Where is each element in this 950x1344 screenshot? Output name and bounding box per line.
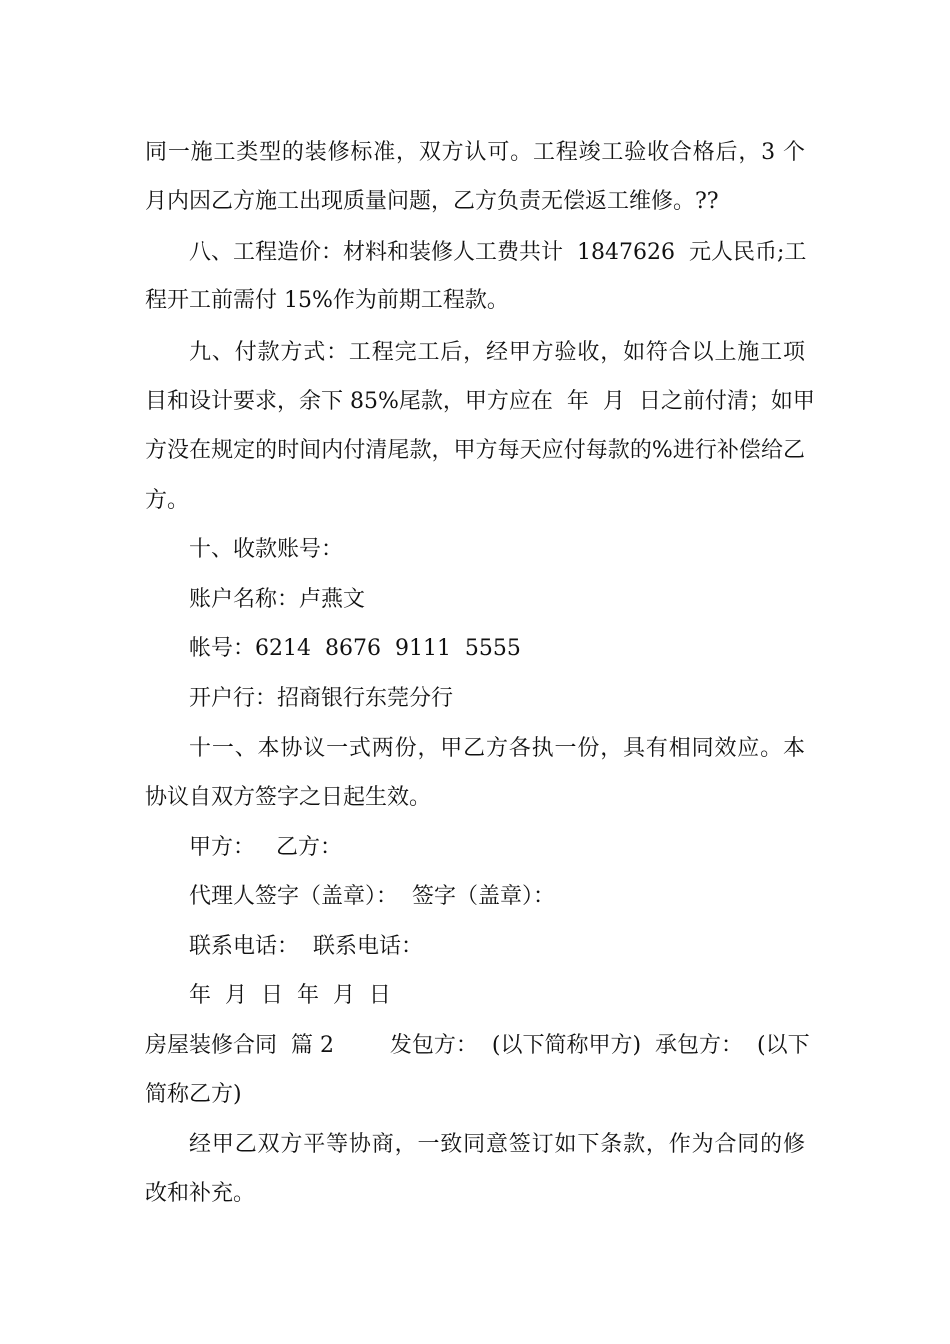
- text-line-4: 程开工前需付 15%作为前期工程款。: [145, 288, 509, 313]
- text-line-5: 九、付款方式：工程完工后，经甲方验收，如符合以上施工项: [189, 340, 805, 365]
- text-line-12: 开户行：招商银行东莞分行: [189, 686, 454, 711]
- text-line-2: 月内因乙方施工出现质量问题，乙方负责无偿返工维修。??: [145, 189, 719, 214]
- text-line-22: 改和补充。: [145, 1181, 256, 1206]
- text-line-9: 十、收款账号：: [189, 537, 344, 562]
- text-line-8: 方。: [145, 488, 190, 513]
- text-line-17: 联系电话： 联系电话：: [189, 934, 423, 959]
- text-line-21: 经甲乙双方平等协商，一致同意签订如下条款，作为合同的修: [189, 1132, 805, 1157]
- text-line-15: 甲方： 乙方：: [189, 835, 342, 860]
- text-line-1: 同一施工类型的装修标准，双方认可。工程竣工验收合格后，3 个: [145, 140, 805, 165]
- text-line-3: 八、工程造价：材料和装修人工费共计 1847626 元人民币;工: [189, 240, 807, 265]
- text-line-19: 房屋装修合同 篇 2 发包方： (以下简称甲方) 承包方： (以下: [145, 1033, 810, 1058]
- text-line-7: 方没在规定的时间内付清尾款，甲方每天应付每款的%进行补偿给乙: [145, 438, 805, 463]
- text-line-10: 账户名称：卢燕文: [189, 587, 366, 612]
- text-line-6: 目和设计要求，余下 85%尾款，甲方应在 年 月 日之前付清；如甲: [145, 389, 815, 414]
- text-line-11: 帐号：6214 8676 9111 5555: [189, 636, 521, 661]
- text-line-16: 代理人签字（盖章）： 签字（盖章）：: [189, 884, 555, 909]
- text-line-14: 协议自双方签字之日起生效。: [145, 785, 432, 810]
- text-line-18: 年 月 日 年 月 日: [189, 983, 391, 1008]
- text-line-13: 十一、本协议一式两份，甲乙方各执一份，具有相同效应。本: [189, 736, 805, 761]
- text-line-20: 简称乙方): [145, 1082, 242, 1107]
